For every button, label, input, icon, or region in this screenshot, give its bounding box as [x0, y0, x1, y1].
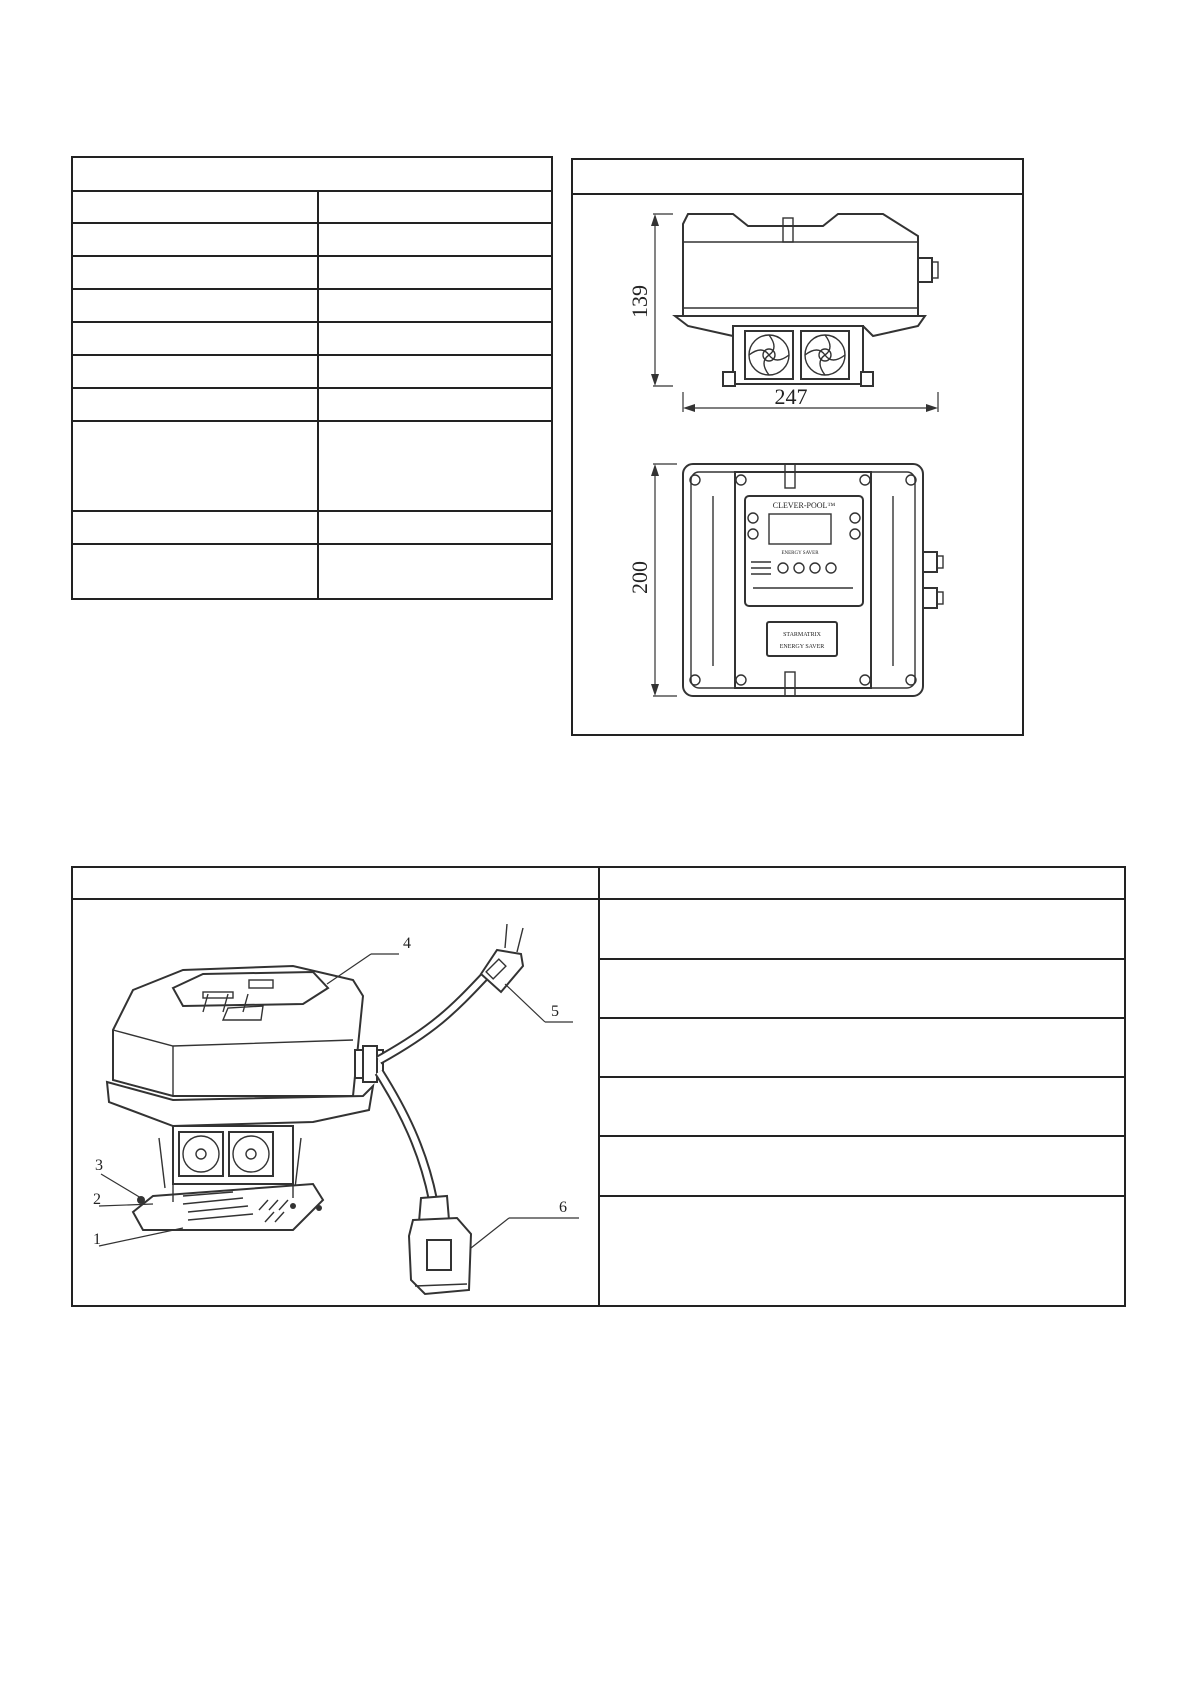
panel-brand: CLEVER-POOL™ — [772, 501, 836, 510]
panel-caption: ENERGY SAVER — [781, 551, 819, 556]
parts-row — [600, 960, 1126, 1017]
dimension-139: 139 — [627, 285, 652, 318]
front-view — [627, 464, 943, 696]
callout-3: 3 — [95, 1157, 103, 1174]
specification-table — [71, 156, 553, 600]
callout-1: 1 — [93, 1231, 101, 1248]
callout-4: 4 — [403, 935, 411, 952]
spec-table-title — [73, 158, 553, 190]
callout-6: 6 — [559, 1199, 567, 1216]
callout-2: 2 — [93, 1191, 101, 1208]
dimension-drawing-panel — [571, 158, 1024, 736]
parts-row — [600, 1137, 1126, 1195]
callout-5: 5 — [551, 1003, 559, 1020]
parts-row — [600, 1019, 1126, 1076]
parts-row — [600, 900, 1126, 958]
badge-caption: ENERGY SAVER — [779, 644, 825, 650]
badge-brand: STARMATRIX — [783, 632, 821, 638]
parts-row — [600, 1078, 1126, 1135]
dimension-drawing — [573, 196, 1022, 736]
parts-table-header — [600, 868, 1126, 898]
dimension-200: 200 — [627, 561, 652, 594]
dimension-247: 247 — [774, 384, 808, 409]
parts-row — [600, 1197, 1126, 1307]
parts-drawing — [73, 900, 595, 1305]
parts-table — [71, 866, 1126, 1307]
side-view — [627, 214, 938, 412]
